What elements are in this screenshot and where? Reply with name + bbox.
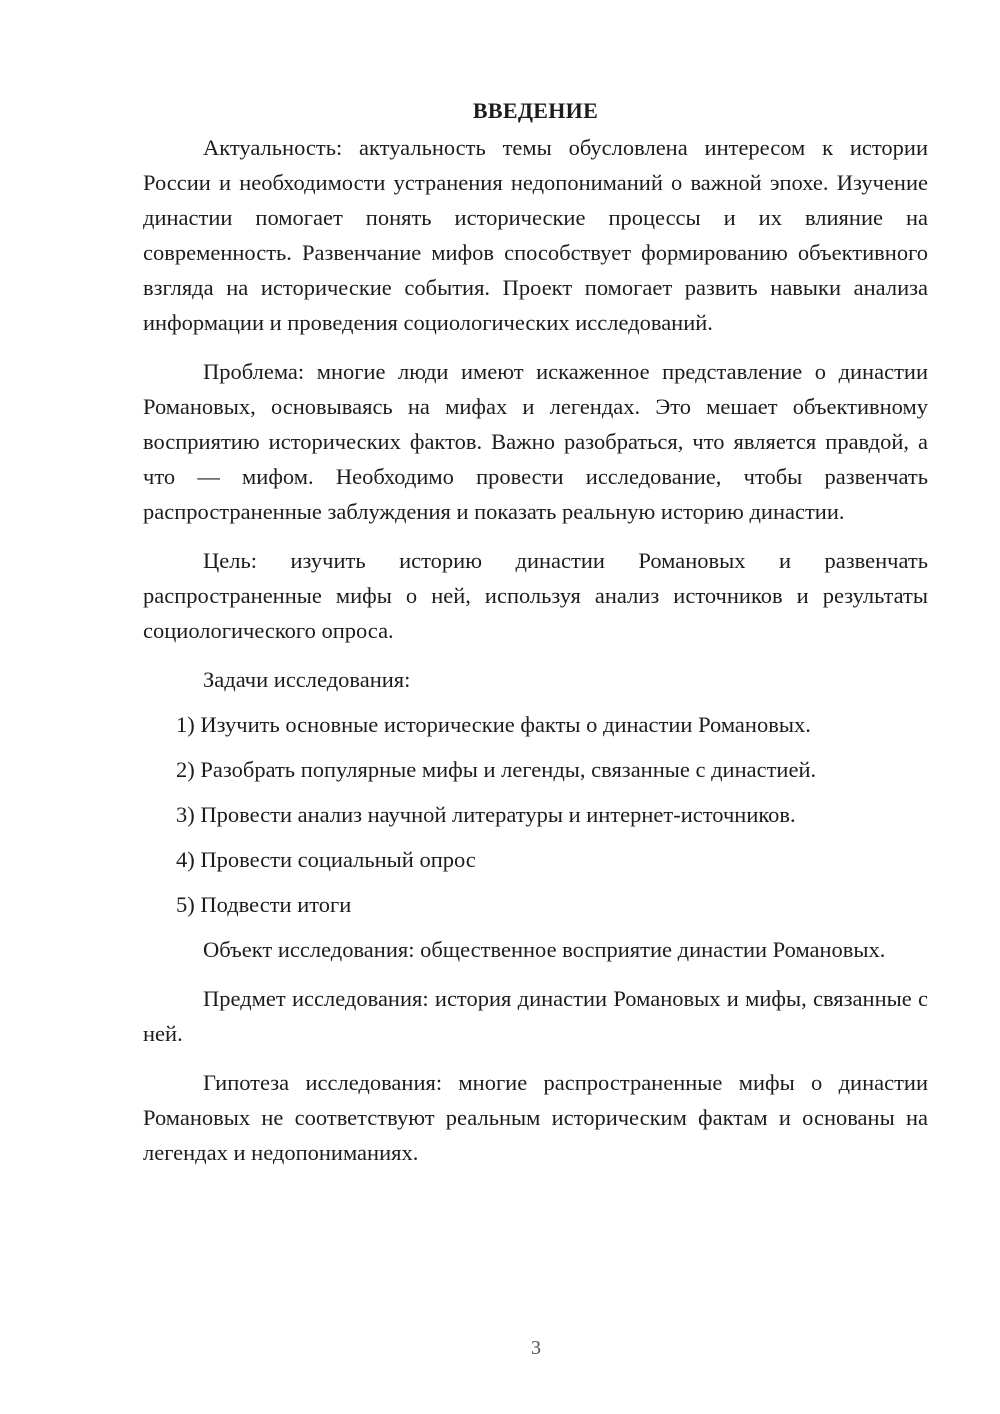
paragraph-goal: Цель: изучить историю династии Романовых и развенчать распространенные мифы о ней, используя анализ источников и результаты социологического опроса. bbox=[143, 548, 928, 643]
page-number: 3 bbox=[531, 1337, 541, 1359]
paragraph-object: Объект исследования: общественное восприятие династии Романовых. bbox=[203, 937, 886, 962]
list-item: 1) Изучить основные исторические факты о династии Романовых. bbox=[176, 712, 811, 737]
paragraph-hypothesis: Гипотеза исследования: многие распространенные мифы о династии Романовых не соответствуют реальным историческим фактам и основаны на легендах и недопониманиях. bbox=[143, 1070, 928, 1165]
page-content bbox=[143, 96, 928, 1184]
list-item: 5) Подвести итоги bbox=[176, 892, 352, 917]
paragraph-subject: Предмет исследования: история династии Романовых и мифы, связанные с ней. bbox=[143, 986, 928, 1046]
list-item: 3) Провести анализ научной литературы и интернет-источников. bbox=[176, 802, 796, 827]
paragraph-problem: Проблема: многие люди имеют искаженное представление о династии Романовых, основываясь на мифах и легендах. Это мешает объективному восприятию исторических фактов. Важно разобраться, что является правдой, а что — мифом. Необходимо провести исследование, чтобы развенчать распространенные заблуждения и показать реальную историю династии. bbox=[143, 359, 928, 524]
list-item: 4) Провести социальный опрос bbox=[176, 847, 476, 872]
tasks-title: Задачи исследования: bbox=[203, 667, 411, 692]
section-heading: ВВЕДЕНИЕ bbox=[472, 98, 599, 123]
paragraph-relevance: Актуальность: актуальность темы обусловлена интересом к истории России и необходимости устранения недопониманий о важной эпохе. Изучение династии помогает понять исторические процессы и их влияние на современность. Развенчание мифов способствует формированию объективного взгляда на исторические события. Проект помогает развить навыки анализа информации и проведения социологических исследований. bbox=[143, 135, 928, 335]
tasks-list bbox=[143, 707, 928, 922]
list-item: 2) Разобрать популярные мифы и легенды, связанные с династией. bbox=[176, 757, 817, 782]
